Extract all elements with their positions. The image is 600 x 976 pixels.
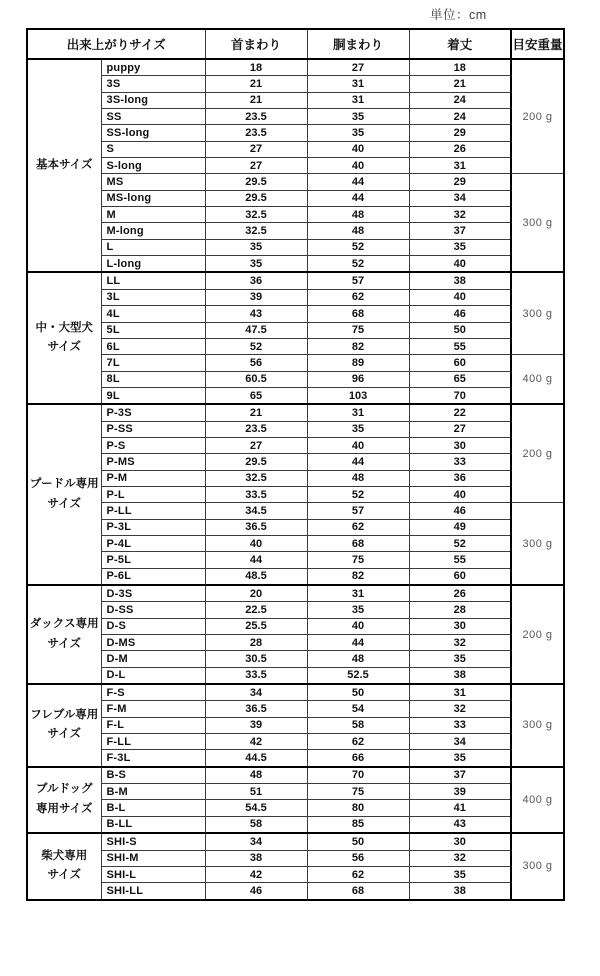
neck-value-cell: 29.5 [205,190,307,206]
size-name-cell: SHI-L [101,866,205,882]
size-name-cell: P-M [101,470,205,486]
length-value-cell: 40 [409,289,511,305]
chest-value-cell: 40 [307,618,409,634]
size-name-cell: F-LL [101,734,205,750]
neck-value-cell: 32.5 [205,223,307,239]
table-row [27,602,564,618]
neck-value-cell: 22.5 [205,602,307,618]
length-value-cell: 70 [409,387,511,404]
size-name-cell: M [101,207,205,223]
size-name-cell: P-S [101,437,205,453]
size-name-cell: M-long [101,223,205,239]
neck-value-cell: 60.5 [205,371,307,387]
size-name-cell: P-SS [101,421,205,437]
neck-value-cell: 18 [205,59,307,76]
size-name-cell: L [101,239,205,255]
table-row [27,207,564,223]
length-value-cell: 40 [409,486,511,502]
length-value-cell: 21 [409,76,511,92]
length-value-cell: 55 [409,552,511,568]
size-name-cell: D-S [101,618,205,634]
size-name-cell: B-LL [101,816,205,833]
table-row [27,141,564,157]
length-value-cell: 32 [409,850,511,866]
length-value-cell: 38 [409,883,511,900]
size-name-cell: D-M [101,651,205,667]
chest-value-cell: 57 [307,272,409,289]
neck-value-cell: 21 [205,76,307,92]
size-name-cell: MS-long [101,190,205,206]
size-name-cell: B-S [101,767,205,784]
chest-value-cell: 44 [307,190,409,206]
neck-value-cell: 39 [205,289,307,305]
group-label [27,767,101,833]
length-value-cell: 49 [409,519,511,535]
group-label-line: サイズ [47,497,82,510]
neck-value-cell: 35 [205,239,307,255]
length-value-cell: 29 [409,125,511,141]
length-value-cell: 46 [409,503,511,519]
chest-value-cell: 52 [307,239,409,255]
table-row [27,421,564,437]
size-name-cell: D-SS [101,602,205,618]
table-row [27,701,564,717]
length-value-cell: 37 [409,223,511,239]
neck-value-cell: 65 [205,387,307,404]
neck-value-cell: 21 [205,92,307,108]
chest-value-cell: 57 [307,503,409,519]
chest-value-cell: 82 [307,338,409,354]
table-row [27,850,564,866]
length-value-cell: 36 [409,470,511,486]
neck-value-cell: 21 [205,404,307,421]
chest-value-cell: 62 [307,519,409,535]
group-label [27,59,101,272]
size-name-cell: SHI-LL [101,883,205,900]
weight-cell: 200 g [511,585,564,684]
table-row [27,717,564,733]
chest-value-cell: 58 [307,717,409,733]
table-row [27,833,564,850]
group-label [27,684,101,767]
chest-value-cell: 48 [307,207,409,223]
neck-value-cell: 54.5 [205,800,307,816]
group-label-line: ダックス専用 [29,617,99,630]
group-label-line: サイズ [47,869,82,882]
chest-value-cell: 35 [307,421,409,437]
length-value-cell: 30 [409,618,511,634]
length-value-cell: 31 [409,158,511,174]
length-value-cell: 38 [409,667,511,684]
size-name-cell: L-long [101,256,205,273]
table-row [27,684,564,701]
chest-value-cell: 50 [307,833,409,850]
weight-cell: 400 g [511,355,564,405]
size-name-cell: P-3L [101,519,205,535]
length-value-cell: 41 [409,800,511,816]
header-weight: 目安重量 [511,29,564,59]
neck-value-cell: 23.5 [205,421,307,437]
group-label-line: サイズ [47,728,82,741]
table-row [27,92,564,108]
group-label [27,404,101,585]
neck-value-cell: 36 [205,272,307,289]
neck-value-cell: 27 [205,158,307,174]
chest-value-cell: 40 [307,437,409,453]
size-name-cell: 5L [101,322,205,338]
chest-value-cell: 40 [307,158,409,174]
table-row [27,454,564,470]
chest-value-cell: 89 [307,355,409,371]
table-row [27,883,564,900]
chest-value-cell: 44 [307,174,409,190]
table-row [27,750,564,767]
chest-value-cell: 44 [307,635,409,651]
table-row [27,816,564,833]
size-name-cell: F-S [101,684,205,701]
length-value-cell: 60 [409,355,511,371]
length-value-cell: 24 [409,92,511,108]
table-row [27,190,564,206]
length-value-cell: 22 [409,404,511,421]
neck-value-cell: 33.5 [205,667,307,684]
neck-value-cell: 58 [205,816,307,833]
weight-cell: 300 g [511,272,564,354]
neck-value-cell: 29.5 [205,174,307,190]
weight-cell: 200 g [511,59,564,174]
size-name-cell: P-4L [101,535,205,551]
table-row [27,535,564,551]
neck-value-cell: 27 [205,437,307,453]
neck-value-cell: 48.5 [205,568,307,585]
header-length: 着丈 [409,29,511,59]
table-row [27,109,564,125]
chest-value-cell: 44 [307,454,409,470]
neck-value-cell: 38 [205,850,307,866]
weight-cell: 400 g [511,767,564,833]
length-value-cell: 38 [409,272,511,289]
table-row [27,437,564,453]
unit-label: 単位：cm [430,8,487,22]
neck-value-cell: 30.5 [205,651,307,667]
neck-value-cell: 42 [205,866,307,882]
neck-value-cell: 23.5 [205,125,307,141]
length-value-cell: 35 [409,750,511,767]
group-label [27,585,101,684]
size-name-cell: SS-long [101,125,205,141]
size-name-cell: 4L [101,306,205,322]
neck-value-cell: 40 [205,535,307,551]
chest-value-cell: 48 [307,470,409,486]
table-row [27,387,564,404]
length-value-cell: 24 [409,109,511,125]
neck-value-cell: 27 [205,141,307,157]
neck-value-cell: 47.5 [205,322,307,338]
chest-value-cell: 75 [307,784,409,800]
length-value-cell: 31 [409,684,511,701]
chest-value-cell: 80 [307,800,409,816]
table-row [27,503,564,519]
size-table-body [27,59,564,900]
table-row [27,322,564,338]
length-value-cell: 18 [409,59,511,76]
group-label-line: 柴犬専用 [41,849,88,862]
header-row [27,29,564,59]
group-label-line: サイズ [47,637,82,650]
table-row [27,585,564,602]
size-name-cell: F-M [101,701,205,717]
neck-value-cell: 48 [205,767,307,784]
table-row [27,651,564,667]
size-name-cell: 3S [101,76,205,92]
chest-value-cell: 70 [307,767,409,784]
size-name-cell: P-3S [101,404,205,421]
table-row [27,486,564,502]
size-name-cell: B-M [101,784,205,800]
size-name-cell: SHI-S [101,833,205,850]
chest-value-cell: 27 [307,59,409,76]
neck-value-cell: 28 [205,635,307,651]
table-row [27,404,564,421]
size-name-cell: LL [101,272,205,289]
table-row [27,289,564,305]
table-row [27,338,564,354]
table-row [27,223,564,239]
length-value-cell: 32 [409,207,511,223]
table-row [27,306,564,322]
table-row [27,272,564,289]
weight-cell: 300 g [511,684,564,767]
table-row [27,734,564,750]
table-row [27,355,564,371]
length-value-cell: 39 [409,784,511,800]
size-name-cell: S-long [101,158,205,174]
chest-value-cell: 66 [307,750,409,767]
size-name-cell: D-MS [101,635,205,651]
size-chart-table [26,28,565,901]
length-value-cell: 29 [409,174,511,190]
size-name-cell: F-L [101,717,205,733]
chest-value-cell: 48 [307,223,409,239]
chest-value-cell: 52.5 [307,667,409,684]
table-row [27,125,564,141]
size-name-cell: D-L [101,667,205,684]
length-value-cell: 40 [409,256,511,273]
table-row [27,76,564,92]
chest-value-cell: 35 [307,602,409,618]
table-row [27,239,564,255]
length-value-cell: 37 [409,767,511,784]
length-value-cell: 65 [409,371,511,387]
neck-value-cell: 32.5 [205,470,307,486]
length-value-cell: 30 [409,437,511,453]
chest-value-cell: 103 [307,387,409,404]
neck-value-cell: 34.5 [205,503,307,519]
table-row [27,256,564,273]
group-label-line: プードル専用 [29,478,99,491]
neck-value-cell: 25.5 [205,618,307,634]
chest-value-cell: 68 [307,306,409,322]
neck-value-cell: 34 [205,684,307,701]
chest-value-cell: 31 [307,76,409,92]
table-row [27,667,564,684]
chest-value-cell: 52 [307,486,409,502]
chest-value-cell: 68 [307,535,409,551]
chest-value-cell: 62 [307,734,409,750]
neck-value-cell: 20 [205,585,307,602]
group-label-line: 専用サイズ [35,802,93,815]
neck-value-cell: 33.5 [205,486,307,502]
chest-value-cell: 85 [307,816,409,833]
weight-cell: 300 g [511,503,564,585]
size-name-cell: P-MS [101,454,205,470]
length-value-cell: 35 [409,866,511,882]
chest-value-cell: 31 [307,92,409,108]
table-row [27,371,564,387]
group-label-line: 基本サイズ [35,158,93,171]
length-value-cell: 43 [409,816,511,833]
weight-cell: 300 g [511,833,564,899]
neck-value-cell: 51 [205,784,307,800]
length-value-cell: 55 [409,338,511,354]
size-name-cell: puppy [101,59,205,76]
length-value-cell: 33 [409,454,511,470]
neck-value-cell: 35 [205,256,307,273]
neck-value-cell: 36.5 [205,701,307,717]
chest-value-cell: 31 [307,585,409,602]
chest-value-cell: 48 [307,651,409,667]
size-name-cell: 6L [101,338,205,354]
length-value-cell: 32 [409,635,511,651]
table-row [27,158,564,174]
header-finished-size: 出来上がりサイズ [27,29,205,59]
length-value-cell: 26 [409,141,511,157]
size-name-cell: F-3L [101,750,205,767]
length-value-cell: 50 [409,322,511,338]
chest-value-cell: 62 [307,289,409,305]
length-value-cell: 34 [409,734,511,750]
table-row [27,174,564,190]
size-name-cell: 8L [101,371,205,387]
chest-value-cell: 40 [307,141,409,157]
neck-value-cell: 29.5 [205,454,307,470]
weight-cell: 200 g [511,404,564,503]
neck-value-cell: 36.5 [205,519,307,535]
neck-value-cell: 44.5 [205,750,307,767]
group-label-line: ブルドッグ [35,783,93,796]
length-value-cell: 46 [409,306,511,322]
table-row [27,784,564,800]
length-value-cell: 32 [409,701,511,717]
chest-value-cell: 62 [307,866,409,882]
size-name-cell: B-L [101,800,205,816]
table-row [27,618,564,634]
chest-value-cell: 50 [307,684,409,701]
length-value-cell: 35 [409,239,511,255]
length-value-cell: 34 [409,190,511,206]
size-name-cell: MS [101,174,205,190]
chest-value-cell: 56 [307,850,409,866]
header-chest: 胴まわり [307,29,409,59]
table-row [27,552,564,568]
neck-value-cell: 42 [205,734,307,750]
group-label [27,272,101,404]
table-row [27,866,564,882]
chest-value-cell: 75 [307,322,409,338]
group-label-line: フレブル専用 [30,708,99,721]
length-value-cell: 60 [409,568,511,585]
header-neck: 首まわり [205,29,307,59]
table-row [27,800,564,816]
table-row [27,635,564,651]
size-name-cell: 7L [101,355,205,371]
size-name-cell: S [101,141,205,157]
chest-value-cell: 31 [307,404,409,421]
size-name-cell: P-LL [101,503,205,519]
table-row [27,470,564,486]
length-value-cell: 52 [409,535,511,551]
table-header [27,29,564,59]
size-name-cell: SS [101,109,205,125]
neck-value-cell: 23.5 [205,109,307,125]
length-value-cell: 35 [409,651,511,667]
group-label [27,833,101,899]
size-name-cell: 3S-long [101,92,205,108]
neck-value-cell: 43 [205,306,307,322]
neck-value-cell: 39 [205,717,307,733]
neck-value-cell: 32.5 [205,207,307,223]
size-name-cell: 9L [101,387,205,404]
neck-value-cell: 34 [205,833,307,850]
neck-value-cell: 46 [205,883,307,900]
table-row [27,59,564,76]
table-row [27,568,564,585]
chest-value-cell: 54 [307,701,409,717]
group-label-line: サイズ [47,341,82,354]
size-name-cell: D-3S [101,585,205,602]
size-name-cell: 3L [101,289,205,305]
chest-value-cell: 35 [307,109,409,125]
table-row [27,519,564,535]
group-label-line: 中・大型犬 [35,321,93,334]
size-name-cell: SHI-M [101,850,205,866]
neck-value-cell: 56 [205,355,307,371]
length-value-cell: 26 [409,585,511,602]
chest-value-cell: 52 [307,256,409,273]
chest-value-cell: 82 [307,568,409,585]
size-name-cell: P-5L [101,552,205,568]
chest-value-cell: 75 [307,552,409,568]
length-value-cell: 27 [409,421,511,437]
chest-value-cell: 68 [307,883,409,900]
chest-value-cell: 96 [307,371,409,387]
weight-cell: 300 g [511,174,564,273]
size-name-cell: P-L [101,486,205,502]
size-name-cell: P-6L [101,568,205,585]
length-value-cell: 33 [409,717,511,733]
length-value-cell: 28 [409,602,511,618]
neck-value-cell: 44 [205,552,307,568]
chest-value-cell: 35 [307,125,409,141]
length-value-cell: 30 [409,833,511,850]
table-row [27,767,564,784]
neck-value-cell: 52 [205,338,307,354]
